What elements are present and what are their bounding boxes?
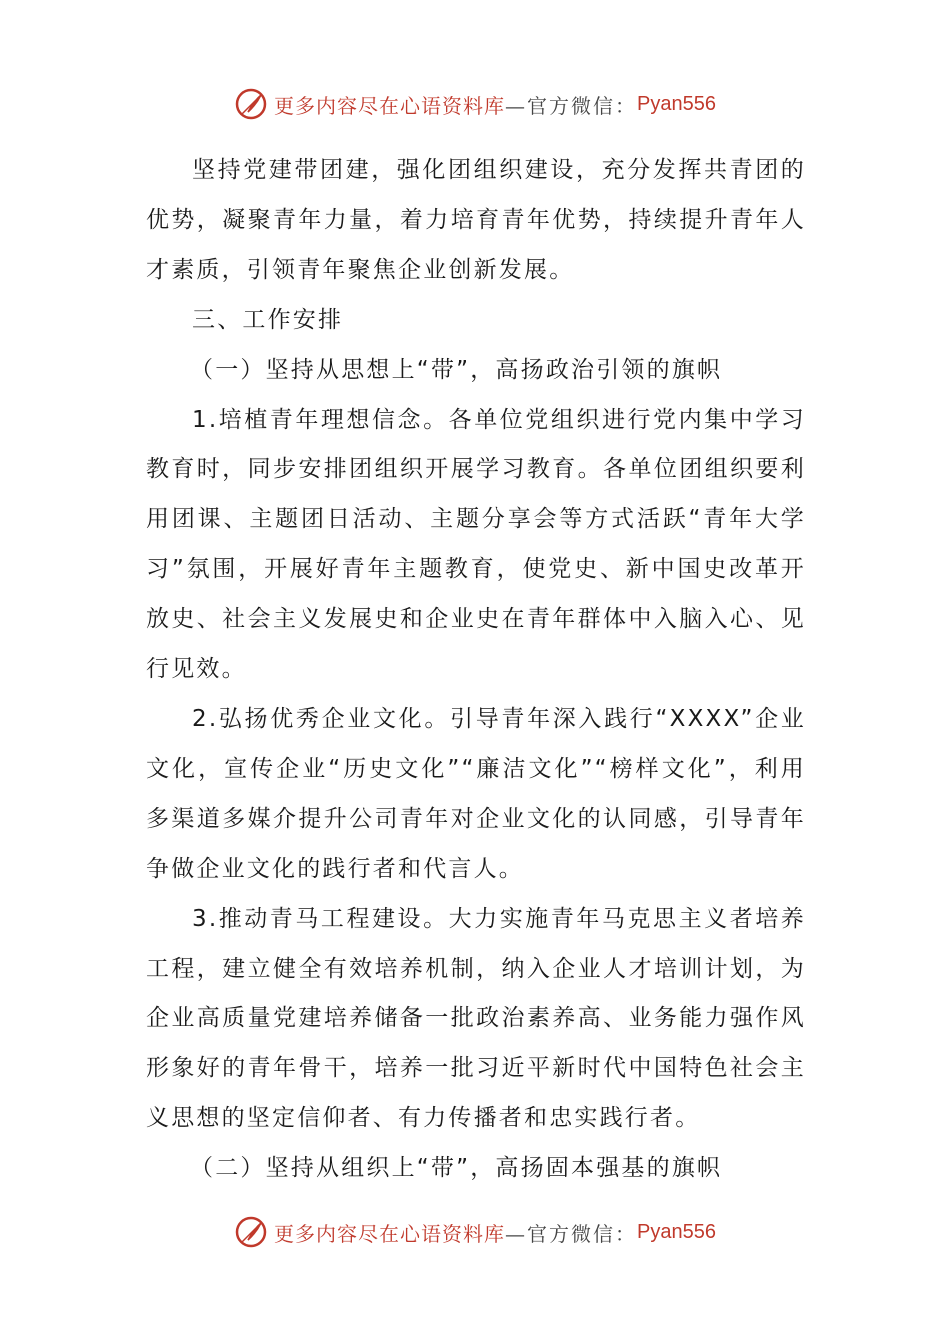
list-item (146, 895, 806, 1145)
item-number: 2. (192, 705, 219, 732)
paragraph-intro (146, 146, 806, 296)
wechat-id: Pyan556 (637, 92, 716, 115)
section-heading (146, 296, 806, 346)
document-body (146, 146, 806, 1194)
subheading-text: （二）坚持从组织上“带”，高扬固本强基的旗帜 (190, 1155, 723, 1182)
item-number: 1. (192, 406, 219, 433)
list-item (146, 695, 806, 895)
footer-banner (0, 1212, 950, 1252)
item-text: 培植青年理想信念。各单位党组织进行党内集中学习教育时，同步安排团组织开展学习教育。各单位团组织要利用团课、主题团日活动、主题分享会等方式活跃“青年大学习”氛围，开展好青年主题教育，使党史、新中国史改革开放史、社会主义发展史和企业史在青年群体中入脑入心、见行见效。 (146, 406, 806, 683)
header-banner (0, 84, 950, 124)
quill-logo-icon (234, 87, 268, 121)
list-item (146, 396, 806, 695)
item-text: 弘扬优秀企业文化。引导青年深入践行“XXXX”企业文化，宣传企业“历史文化”“廉洁文化”“榜样文化”，利用多渠道多媒介提升公司青年对企业文化的认同感，引导青年争做企业文化的践行者和代言人。 (146, 705, 806, 882)
item-text: 推动青马工程建设。大力实施青年马克思主义者培养工程，建立健全有效培养机制，纳入企业人才培训计划，为企业高质量党建培养储备一批政治素养高、业务能力强作风形象好的青年骨干，培养一批习近平新时代中国特色社会主义思想的坚定信仰者、有力传播者和忠实践行者。 (146, 905, 806, 1132)
official-label: —官方微信： (505, 1221, 638, 1246)
subsection-heading (146, 346, 806, 396)
brand-text: 更多内容尽在心语资料库 (274, 1221, 506, 1246)
subsection-heading (146, 1144, 806, 1194)
official-label: —官方微信： (505, 93, 638, 118)
wechat-id: Pyan556 (637, 1220, 716, 1243)
paragraph-text: 坚持党建带团建，强化团组织建设，充分发挥共青团的优势，凝聚青年力量，着力培育青年优势，持续提升青年人才素质，引领青年聚焦企业创新发展。 (146, 157, 806, 283)
item-number: 3. (192, 905, 219, 932)
heading-text: 三、工作安排 (192, 306, 344, 333)
brand-text: 更多内容尽在心语资料库 (274, 93, 506, 118)
quill-logo-icon (234, 1215, 268, 1249)
subheading-text: （一）坚持从思想上“带”，高扬政治引领的旗帜 (190, 356, 723, 383)
